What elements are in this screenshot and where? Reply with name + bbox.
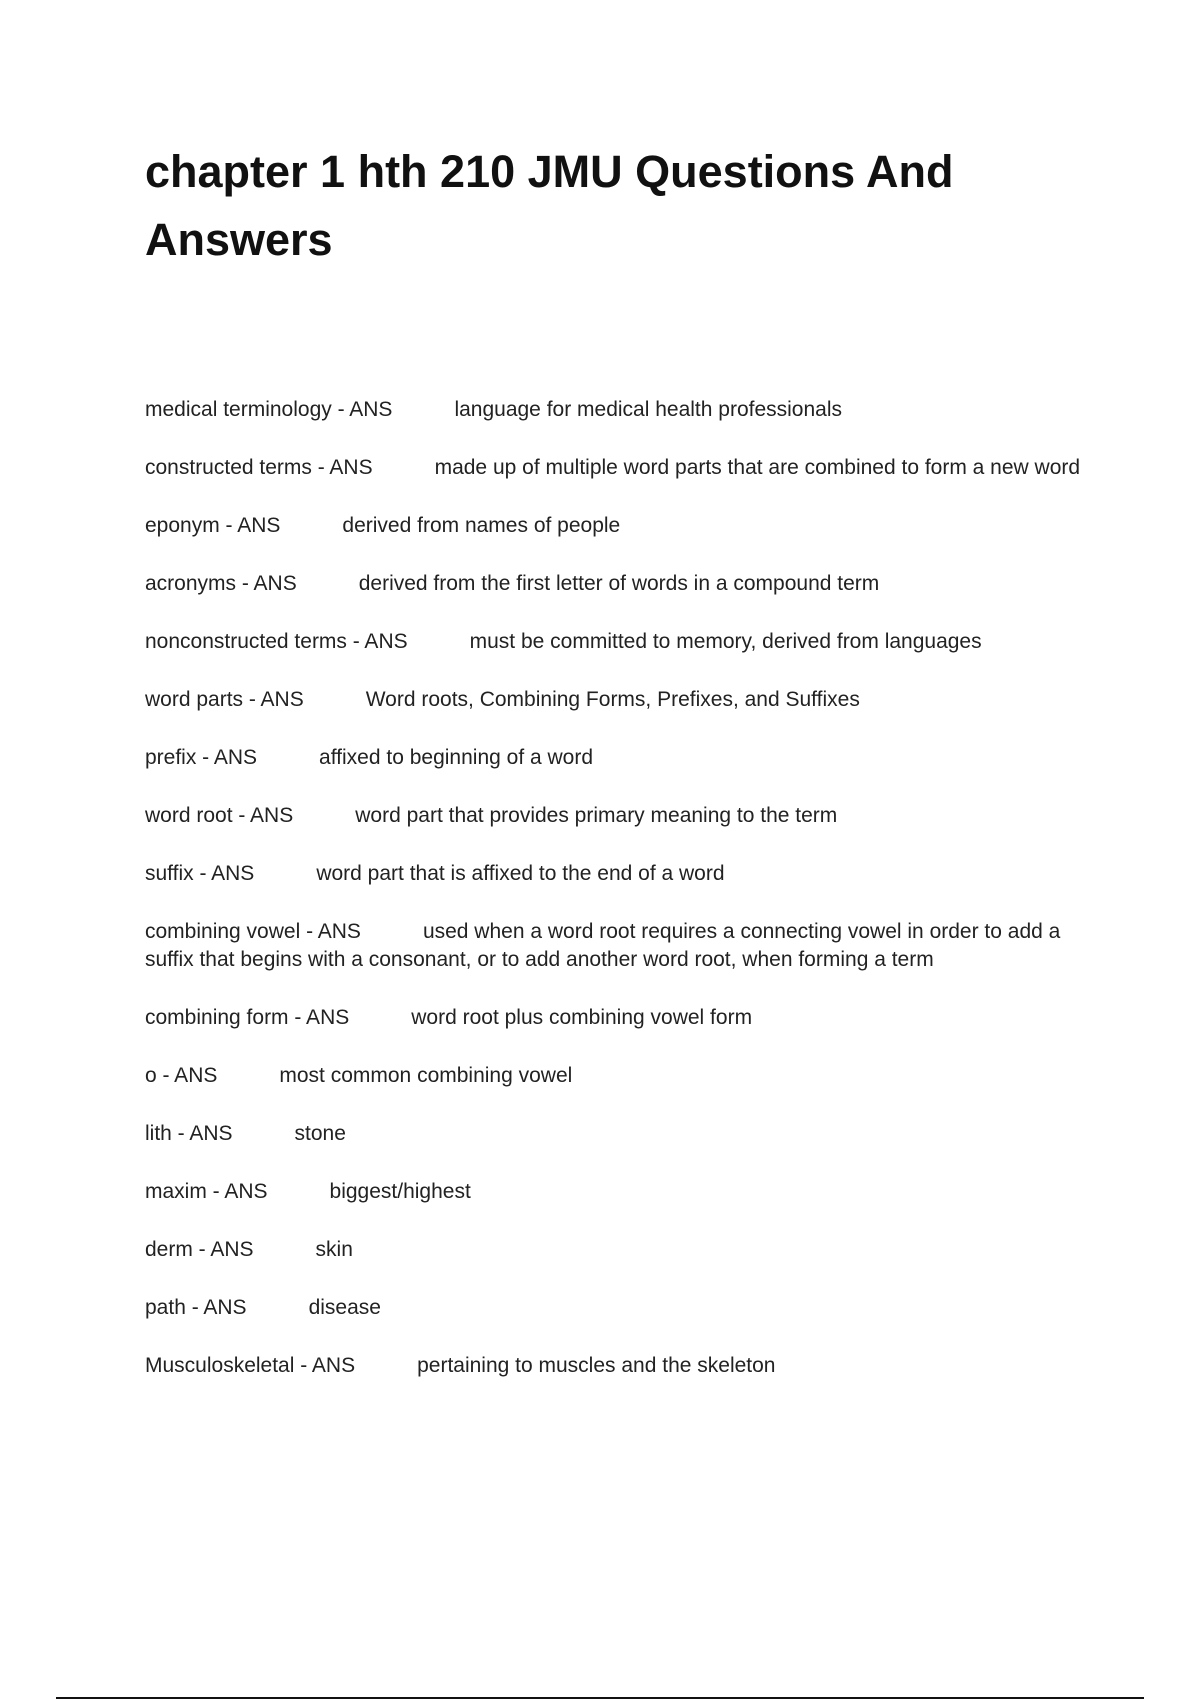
qa-term: combining form - ANS: [145, 1006, 350, 1029]
qa-item: [145, 1236, 1090, 1264]
qa-term: prefix - ANS: [145, 746, 258, 769]
qa-term: acronyms - ANS: [145, 572, 297, 595]
qa-item: [145, 686, 1090, 714]
qa-answer: disease: [308, 1296, 381, 1319]
qa-item: [145, 1120, 1090, 1148]
qa-term: lith - ANS: [145, 1122, 233, 1145]
qa-term: combining vowel - ANS: [145, 920, 361, 943]
qa-term: word parts - ANS: [145, 688, 304, 711]
qa-term: derm - ANS: [145, 1238, 254, 1261]
qa-answer: most common combining vowel: [279, 1064, 573, 1087]
qa-item: [145, 570, 1090, 598]
qa-term: eponym - ANS: [145, 514, 281, 537]
qa-term: constructed terms - ANS: [145, 456, 373, 479]
qa-answer: stone: [294, 1122, 346, 1145]
qa-item: [145, 1294, 1090, 1322]
qa-answer: derived from the first letter of words in a compound term: [358, 572, 880, 595]
qa-item: [145, 1062, 1090, 1090]
qa-answer: must be committed to memory, derived from languages: [469, 630, 982, 653]
qa-answer: pertaining to muscles and the skeleton: [417, 1354, 776, 1377]
qa-item: [145, 802, 1090, 830]
qa-answer: used when a word root requires a connecting vowel in order to add a suffix that begins with a consonant, or to add another word root, when forming a term: [145, 920, 1061, 971]
qa-term: path - ANS: [145, 1296, 247, 1319]
qa-item: [145, 860, 1090, 888]
qa-answer: derived from names of people: [342, 514, 621, 537]
qa-item: [145, 512, 1090, 540]
qa-item: [145, 454, 1090, 482]
qa-answer: made up of multiple word parts that are combined to form a new word: [434, 456, 1081, 479]
qa-item: [145, 1352, 1090, 1380]
qa-term: Musculoskeletal - ANS: [145, 1354, 356, 1377]
qa-answer: Word roots, Combining Forms, Prefixes, and Suffixes: [365, 688, 860, 711]
qa-list: [145, 396, 1090, 1410]
qa-term: medical terminology - ANS: [145, 398, 393, 421]
qa-item: [145, 628, 1090, 656]
qa-term: suffix - ANS: [145, 862, 255, 885]
page-title: chapter 1 hth 210 JMU Questions And Answers: [145, 146, 954, 265]
qa-item: [145, 744, 1090, 772]
qa-item: [145, 1004, 1090, 1032]
qa-item: [145, 918, 1090, 974]
qa-answer: word root plus combining vowel form: [411, 1006, 753, 1029]
qa-answer: word part that is affixed to the end of a word: [316, 862, 725, 885]
qa-term: word root - ANS: [145, 804, 294, 827]
qa-answer: biggest/highest: [329, 1180, 471, 1203]
qa-answer: skin: [315, 1238, 353, 1261]
qa-item: [145, 1178, 1090, 1206]
footer-divider: [56, 1697, 1144, 1699]
qa-term: nonconstructed terms - ANS: [145, 630, 408, 653]
qa-item: [145, 396, 1090, 424]
qa-term: o - ANS: [145, 1064, 218, 1087]
qa-answer: word part that provides primary meaning to the term: [355, 804, 838, 827]
qa-answer: affixed to beginning of a word: [319, 746, 594, 769]
qa-answer: language for medical health professionals: [454, 398, 843, 421]
qa-term: maxim - ANS: [145, 1180, 268, 1203]
